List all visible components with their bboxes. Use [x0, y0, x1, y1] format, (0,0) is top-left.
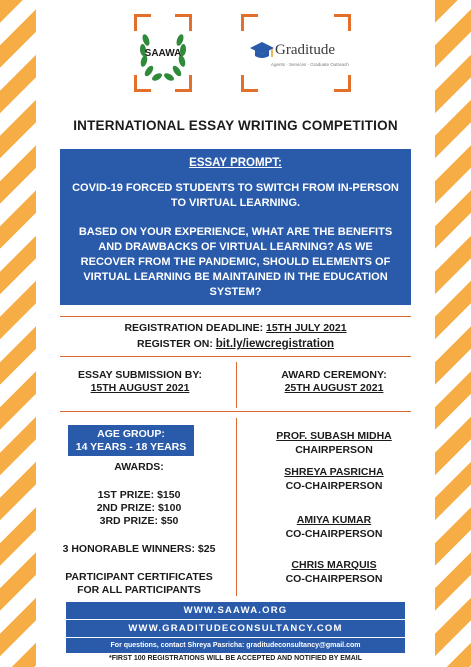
first-prize: 1ST PRIZE: $150	[97, 489, 181, 501]
poster-content	[36, 0, 435, 667]
graditude-tagline: Agents · Services · Graduate Outreach	[271, 62, 349, 67]
person-role: CO-CHAIRPERSON	[285, 573, 383, 585]
graditude-logo	[241, 14, 351, 92]
contact-text: For questions, contact Shreya Pasricha: graditudeconsultancy@gmail.com	[110, 642, 361, 649]
footer-site-saawa[interactable]	[66, 602, 405, 619]
page-title: INTERNATIONAL ESSAY WRITING COMPETITION	[73, 118, 398, 133]
submission-value: 15TH AUGUST 2021	[90, 382, 190, 394]
age-value: 14 YEARS - 18 YEARS	[75, 441, 187, 453]
saawa-url[interactable]: WWW.SAAWA.ORG	[183, 605, 288, 616]
age-label: AGE GROUP:	[97, 428, 165, 440]
award-ceremony	[248, 369, 420, 395]
ceremony-value: 25TH AUGUST 2021	[284, 382, 384, 394]
person-cochair-1	[248, 465, 420, 493]
person-role: CHAIRPERSON	[295, 444, 373, 456]
graditude-url[interactable]: WWW.GRADITUDECONSULTANCY.COM	[128, 623, 343, 634]
registration-note: *FIRST 100 REGISTRATIONS WILL BE ACCEPTED AND NOTIFIED BY EMAIL	[108, 655, 363, 662]
saawa-logo-text: SAAWA	[144, 48, 182, 59]
left-stripe-border	[0, 0, 36, 667]
person-role: CO-CHAIRPERSON	[285, 528, 383, 540]
deadline-label: REGISTRATION DEADLINE:	[124, 322, 264, 334]
certificates-line-2: FOR ALL PARTICIPANTS	[77, 584, 201, 596]
third-prize: 3RD PRIZE: $50	[99, 515, 179, 527]
submission-label: ESSAY SUBMISSION BY:	[77, 369, 203, 381]
person-name: AMIYA KUMAR	[296, 514, 372, 526]
graduation-cap-icon	[249, 40, 275, 62]
person-name: CHRIS MARQUIS	[291, 559, 377, 571]
divider	[60, 356, 411, 357]
footer-contact	[66, 638, 405, 653]
graditude-logo-text: Graditude	[275, 42, 335, 58]
person-cochair-3	[248, 558, 420, 586]
prompt-heading: ESSAY PROMPT:	[189, 157, 282, 169]
registration-link-row	[36, 338, 435, 350]
second-prize: 2ND PRIZE: $100	[96, 502, 182, 514]
essay-prompt-box	[60, 149, 411, 305]
register-label: REGISTER ON:	[137, 338, 213, 350]
prompt-line-1: COVID-19 FORCED STUDENTS TO SWITCH FROM IN-PERSON TO VIRTUAL LEARNING.	[72, 182, 399, 209]
vertical-divider	[236, 418, 237, 596]
awards-heading: AWARDS:	[114, 461, 164, 473]
registration-deadline	[36, 322, 435, 334]
registration-link[interactable]: bit.ly/iewcregistration	[215, 338, 334, 350]
deadline-value: 15TH JULY 2021	[266, 322, 347, 334]
essay-submission	[50, 369, 230, 395]
saawa-logo	[134, 14, 192, 92]
right-stripe-border	[435, 0, 471, 667]
person-role: CO-CHAIRPERSON	[285, 480, 383, 492]
prompt-line-2: BASED ON YOUR EXPERIENCE, WHAT ARE THE BENEFITS AND DRAWBACKS OF VIRTUAL LEARNING? AS WE RECOVER FROM THE PANDEMIC, SHOULD ELEMENTS OF VIRTUAL LEARNING BE MAINTAINED IN THE EDUCATION SYSTEM?	[78, 226, 393, 298]
divider	[60, 316, 411, 317]
age-group-box	[68, 425, 194, 456]
person-name: SHREYA PASRICHA	[284, 466, 384, 478]
person-name: PROF. SUBASH MIDHA	[276, 430, 392, 442]
person-chair	[248, 429, 420, 457]
divider	[60, 411, 411, 412]
person-cochair-2	[248, 513, 420, 541]
footer-site-graditude[interactable]	[66, 620, 405, 637]
certificates-line-1: PARTICIPANT CERTIFICATES	[65, 571, 213, 583]
vertical-divider	[236, 362, 237, 408]
ceremony-label: AWARD CEREMONY:	[281, 369, 387, 381]
honorable-winners: 3 HONORABLE WINNERS: $25	[62, 543, 216, 555]
